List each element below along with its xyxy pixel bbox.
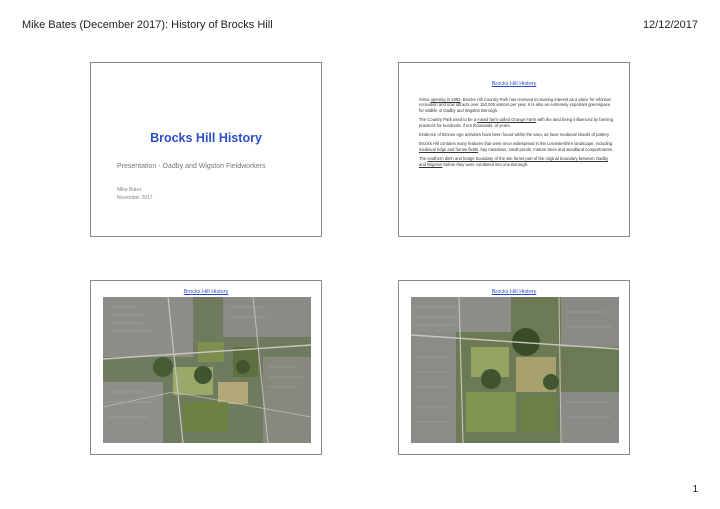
aerial-map-image <box>103 297 311 443</box>
text: The <box>419 156 428 162</box>
slide-3-map-slide <box>90 280 322 455</box>
link-grange-farm: mixed farm called Grange Farm <box>477 117 537 123</box>
slide-3-title: Brocks Hill History <box>183 289 229 295</box>
header-date: 12/12/2017 <box>642 19 698 31</box>
slide-1-title-slide <box>90 62 322 237</box>
link-opening-1993: opening in 1993 <box>430 97 461 102</box>
link-ridge-furrow: medieval ridge and furrow fields <box>419 146 479 152</box>
map-attribution: ◦ <box>613 437 615 441</box>
aerial-map-image <box>411 297 619 443</box>
text: Brocks Hill contains many features that were once widespread in the Leicestershire landscape, including <box>419 141 613 147</box>
slide-2-title: Brocks Hill History <box>491 81 537 87</box>
slide-2-text-slide <box>398 62 630 237</box>
text: before they were combined into one Borough. <box>442 161 529 167</box>
paragraph-features <box>419 141 615 152</box>
paragraph-farm <box>419 117 615 128</box>
slide-4-title: Brocks Hill History <box>491 289 537 295</box>
paragraph-boundary <box>419 156 615 167</box>
text: , Brocks Hill Country Park has received increasing interest as a place for informal recreation and now attracts over 150,000 visitors per year. It is also an extremely important greenspace for wildlife in Oadby and Wigston Borough. <box>419 97 611 113</box>
slide-1-title: Brocks Hill History <box>150 131 262 145</box>
slide-1-author: Mike Bates <box>117 187 142 193</box>
text: with the land being influenced by farming practices for hundreds, if not thousands, of years. <box>419 117 614 128</box>
map-attribution: ◦ <box>305 437 307 441</box>
header-title: Mike Bates (December 2017): History of Brocks Hill <box>22 19 273 31</box>
slide-1-subtitle: Presentation - Oadby and Wigston Fieldworkers <box>117 163 266 170</box>
text: , hay meadows, small ponds, mature trees and woodland compartments. <box>478 146 613 152</box>
page-number: 1 <box>692 484 698 495</box>
paragraph-bronze-age: Evidence of Bronze Age activities have been found within the area, as have medieval shards of pottery. <box>419 132 610 138</box>
slide-1-date: November 2017 <box>117 195 153 201</box>
slide-4-map-slide <box>398 280 630 455</box>
link-boundary: southern ditch and hedge boundary of the site forms part of the original boundary between Oadby and Wigston <box>419 156 609 167</box>
text: The Country Park used to be a <box>419 117 478 123</box>
paragraph-opening <box>419 97 615 113</box>
slide-2-body <box>419 97 615 171</box>
text: Since <box>419 97 431 102</box>
